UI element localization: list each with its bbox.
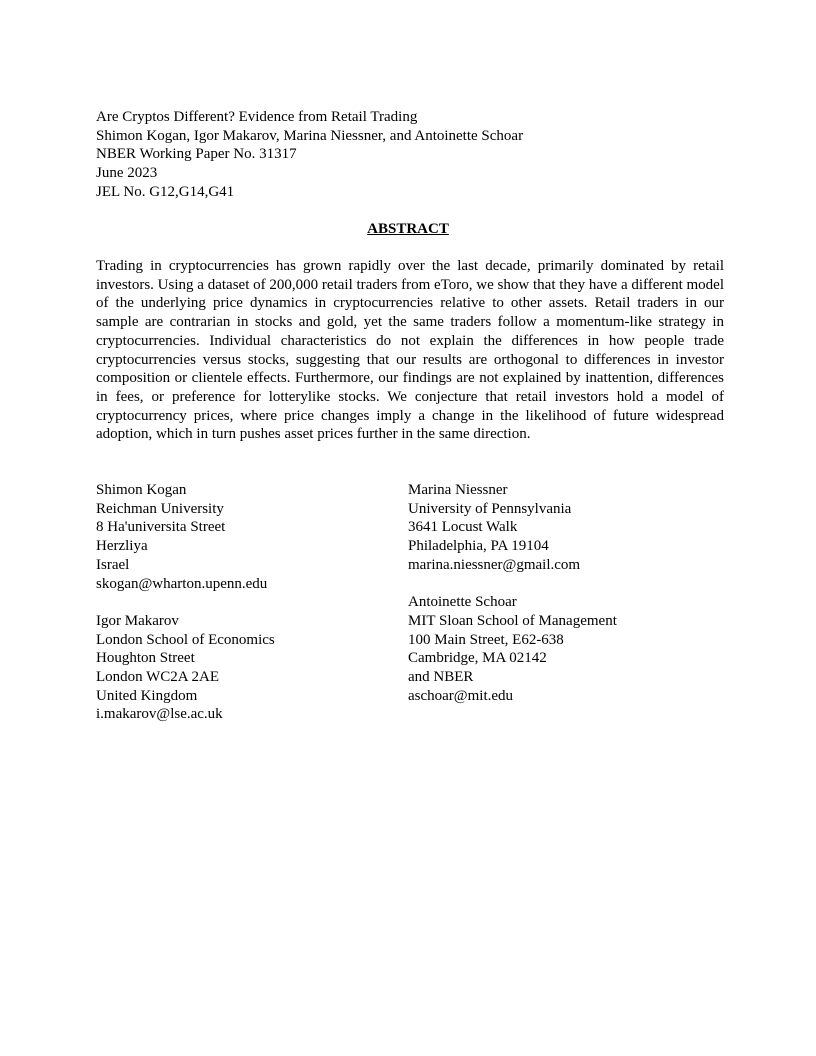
author-street: Houghton Street (96, 650, 195, 667)
author-block-schoar (408, 593, 617, 705)
author-street: 3641 Locust Walk (408, 519, 518, 536)
paper-title: Are Cryptos Different? Evidence from Retail Trading (96, 109, 418, 125)
author-block-kogan (96, 481, 275, 593)
author-affiliation: MIT Sloan School of Management (408, 612, 617, 629)
author-name: Shimon Kogan (96, 482, 187, 498)
author-affiliation: London School of Economics (96, 631, 275, 648)
abstract-heading: ABSTRACT (367, 221, 449, 237)
author-city: Philadelphia, PA 19104 (408, 538, 549, 555)
author-name: Igor Makarov (96, 612, 179, 629)
author-street: 8 Ha'universita Street (96, 519, 226, 536)
author-email: marina.niessner@gmail.com (408, 556, 581, 573)
author-email: aschoar@mit.edu (408, 687, 514, 704)
author-country: United Kingdom (96, 687, 198, 704)
author-email: skogan@wharton.upenn.edu (96, 575, 268, 592)
author-block-makarov (96, 612, 275, 724)
author-city: Cambridge, MA 02142 (408, 650, 547, 667)
block-spacer (96, 593, 275, 612)
author-email: i.makarov@lse.ac.uk (96, 706, 223, 723)
paper-jel: JEL No. G12,G14,G41 (96, 183, 235, 200)
author-city: Herzliya (96, 538, 148, 555)
author-affiliation: University of Pennsylvania (408, 500, 572, 517)
paper-date: June 2023 (96, 165, 158, 182)
author-column-left (96, 481, 275, 724)
author-name: Marina Niessner (408, 482, 508, 498)
author-city: London WC2A 2AE (96, 669, 220, 686)
paper-header (96, 108, 523, 202)
author-column-right (408, 481, 617, 705)
author-country: Israel (96, 556, 130, 573)
author-affiliation-secondary: and NBER (408, 669, 474, 686)
paper-authors: Shimon Kogan, Igor Makarov, Marina Niessner, and Antoinette Schoar (96, 127, 524, 144)
block-spacer (408, 575, 617, 594)
paper-series: NBER Working Paper No. 31317 (96, 146, 297, 163)
author-affiliation: Reichman University (96, 500, 224, 517)
author-street: 100 Main Street, E62-638 (408, 631, 564, 648)
author-block-niessner (408, 481, 617, 575)
abstract-body: Trading in cryptocurrencies has grown rapidly over the last decade, primarily dominated by retail investors. Using a dataset of 200,000 retail traders from eToro, we show that they have a different model of the underlying price dynamics in cryptocurrencies relative to other assets. Retail traders in our sample are contrarian in stocks and gold, yet the same traders follow a momentum-like strategy in cryptocurrencies. Individual characteristics do not explain the differences in how people trade cryptocurrencies versus stocks, suggesting that our results are orthogonal to differences in investor composition or clientele effects. Furthermore, our findings are not explained by inattention, differences in fees, or preference for lotterylike stocks. We conjecture that retail investors hold a model of cryptocurrency prices, where price changes imply a change in the likelihood of future widespread adoption, which in turn pushes asset prices further in the same direction. (96, 258, 724, 443)
author-name: Antoinette Schoar (408, 594, 517, 611)
